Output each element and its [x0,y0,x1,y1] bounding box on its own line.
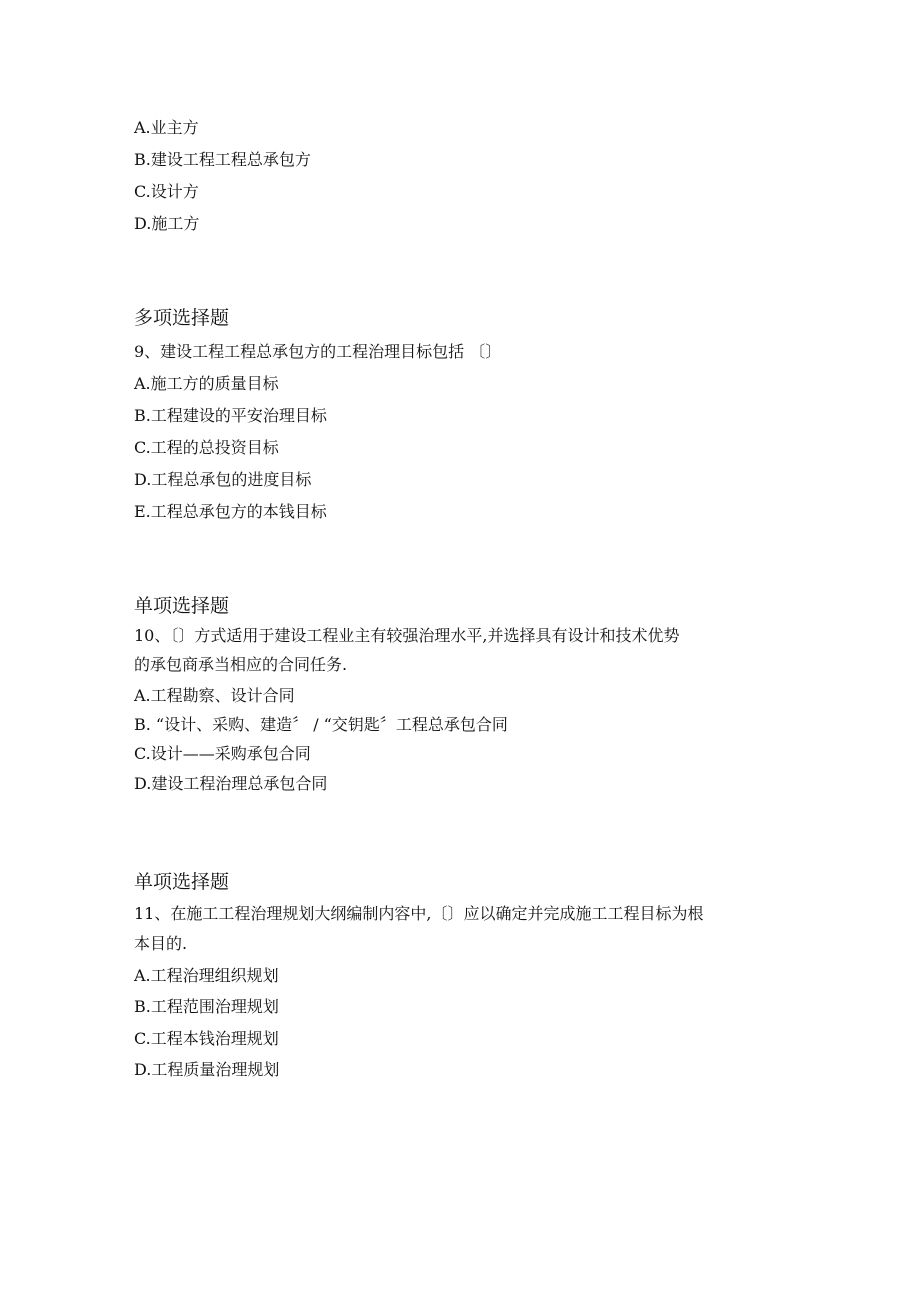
q10-type-heading: 单项选择题 [134,595,230,617]
q9-stem: 9、建设工程工程总承包方的工程治理目标包括 〔〕 [134,342,502,361]
q10-option-d: D.建设工程治理总承包合同 [134,774,328,793]
q11-option-a: A.工程治理组织规划 [134,966,279,985]
q11-stem-line2: 本目的. [134,934,188,953]
q11-option-d: D.工程质量治理规划 [134,1060,280,1079]
q11-option-c: C.工程本钱治理规划 [134,1029,279,1048]
q11-type-heading: 单项选择题 [134,871,230,893]
q11-option-b: B.工程范围治理规划 [134,997,279,1016]
q9-option-e: E.工程总承包方的本钱目标 [134,502,327,521]
q9-option-c: C.工程的总投资目标 [134,438,279,457]
q10-stem-line1: 10、〔〕方式适用于建设工程业主有较强治理水平,并选择具有设计和技术优势 [134,626,680,645]
q9-option-d: D.工程总承包的进度目标 [134,470,312,489]
q9-type-heading: 多项选择题 [134,307,230,329]
q10-stem-line2: 的承包商承当相应的合同任务. [134,655,348,674]
q11-stem-line1: 11、在施工工程治理规划大纲编制内容中,〔〕应以确定并完成施工工程目标为根 [134,904,704,923]
q8-option-c: C.设计方 [134,182,199,201]
q9-option-b: B.工程建设的平安治理目标 [134,406,327,425]
q8-option-a: A.业主方 [134,118,199,137]
q8-option-d: D.施工方 [134,214,200,233]
q10-option-a: A.工程勘察、设计合同 [134,686,295,705]
q10-option-b: B. “设计、采购、建造〞 / “交钥匙〞工程总承包合同 [134,715,508,734]
q8-option-b: B.建设工程工程总承包方 [134,150,311,169]
q9-option-a: A.施工方的质量目标 [134,374,279,393]
q10-option-c: C.设计——采购承包合同 [134,744,311,763]
